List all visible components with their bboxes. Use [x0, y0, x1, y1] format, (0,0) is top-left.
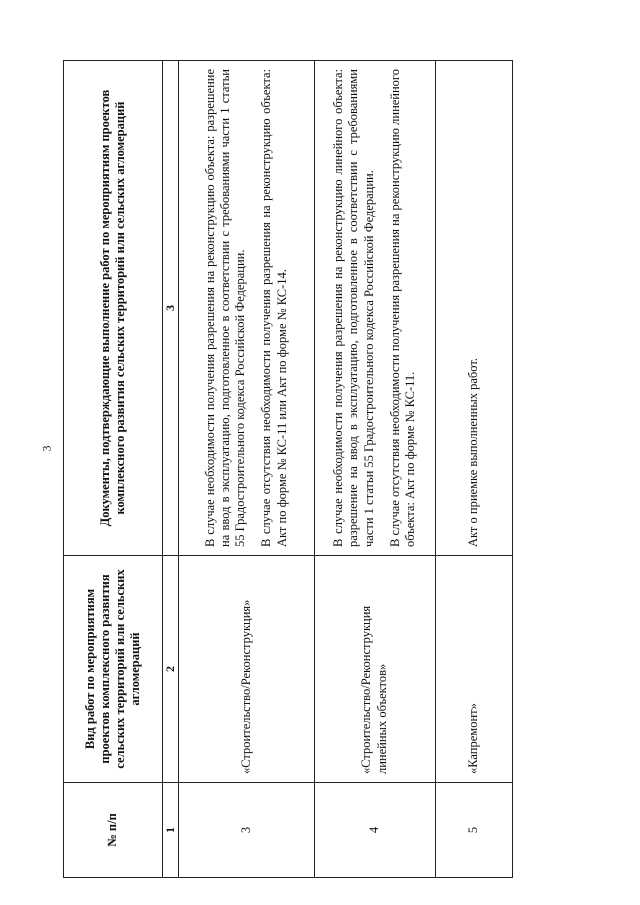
table-header-row: [64, 61, 163, 878]
table-row: [314, 61, 435, 878]
table-row: [435, 61, 512, 878]
work-type-cell: «Капремонт»: [435, 556, 512, 783]
document-paragraph: В случае отсутствия необходимости получения разрешения на реконструкцию линейного объекта: Акт по форме № КС-11.: [387, 69, 417, 547]
header-documents: Документы, подтверждающие выполнение работ по мероприятиям проектов комплексного развития сельских территорий или сельских агломераций: [64, 61, 163, 556]
documents-table: [63, 60, 513, 878]
document-paragraph: В случае необходимости получения разрешения на реконструкцию линейного объекта: разрешение на ввод в эксплуатацию, подготовленное в соответствии с требованиями части 1 статьи 55 Градостроительного кодекса Российской Федерации.: [331, 69, 376, 547]
documents-cell: [178, 61, 314, 556]
header-work-type: Вид работ по мероприятиям проектов комплексного развития сельских территорий или сельских агломераций: [64, 556, 163, 783]
header-number: № п/п: [64, 783, 163, 878]
document-paragraph: В случае отсутствия необходимости получения разрешения на реконструкцию объекта: Акт по форме № КС-11 или Акт по форме № КС-14.: [259, 69, 289, 547]
work-type-cell: «Строительство/Реконструкция»: [178, 556, 314, 783]
work-type-cell: «Строительство/Реконструкция линейных объектов»: [314, 556, 435, 783]
row-number: 3: [178, 783, 314, 878]
page-number: 3: [39, 445, 54, 452]
documents-table-wrapper: [63, 60, 480, 878]
documents-cell: [435, 61, 512, 556]
column-number: 1: [163, 783, 179, 878]
document-paragraph: В случае необходимости получения разрешения на реконструкцию объекта: разрешение на ввод в эксплуатацию, подготовленное в соответствии с требованиями части 1 статьи 55 Градостроительного кодекса Российской Федерации.: [202, 69, 247, 547]
column-number: 3: [163, 61, 179, 556]
column-number: 2: [163, 556, 179, 783]
document-paragraph: Акт о приемке выполненных работ.: [466, 357, 480, 547]
column-number-row: [163, 61, 179, 878]
documents-cell: [314, 61, 435, 556]
row-number: 5: [435, 783, 512, 878]
row-number: 4: [314, 783, 435, 878]
table-row: [178, 61, 314, 878]
